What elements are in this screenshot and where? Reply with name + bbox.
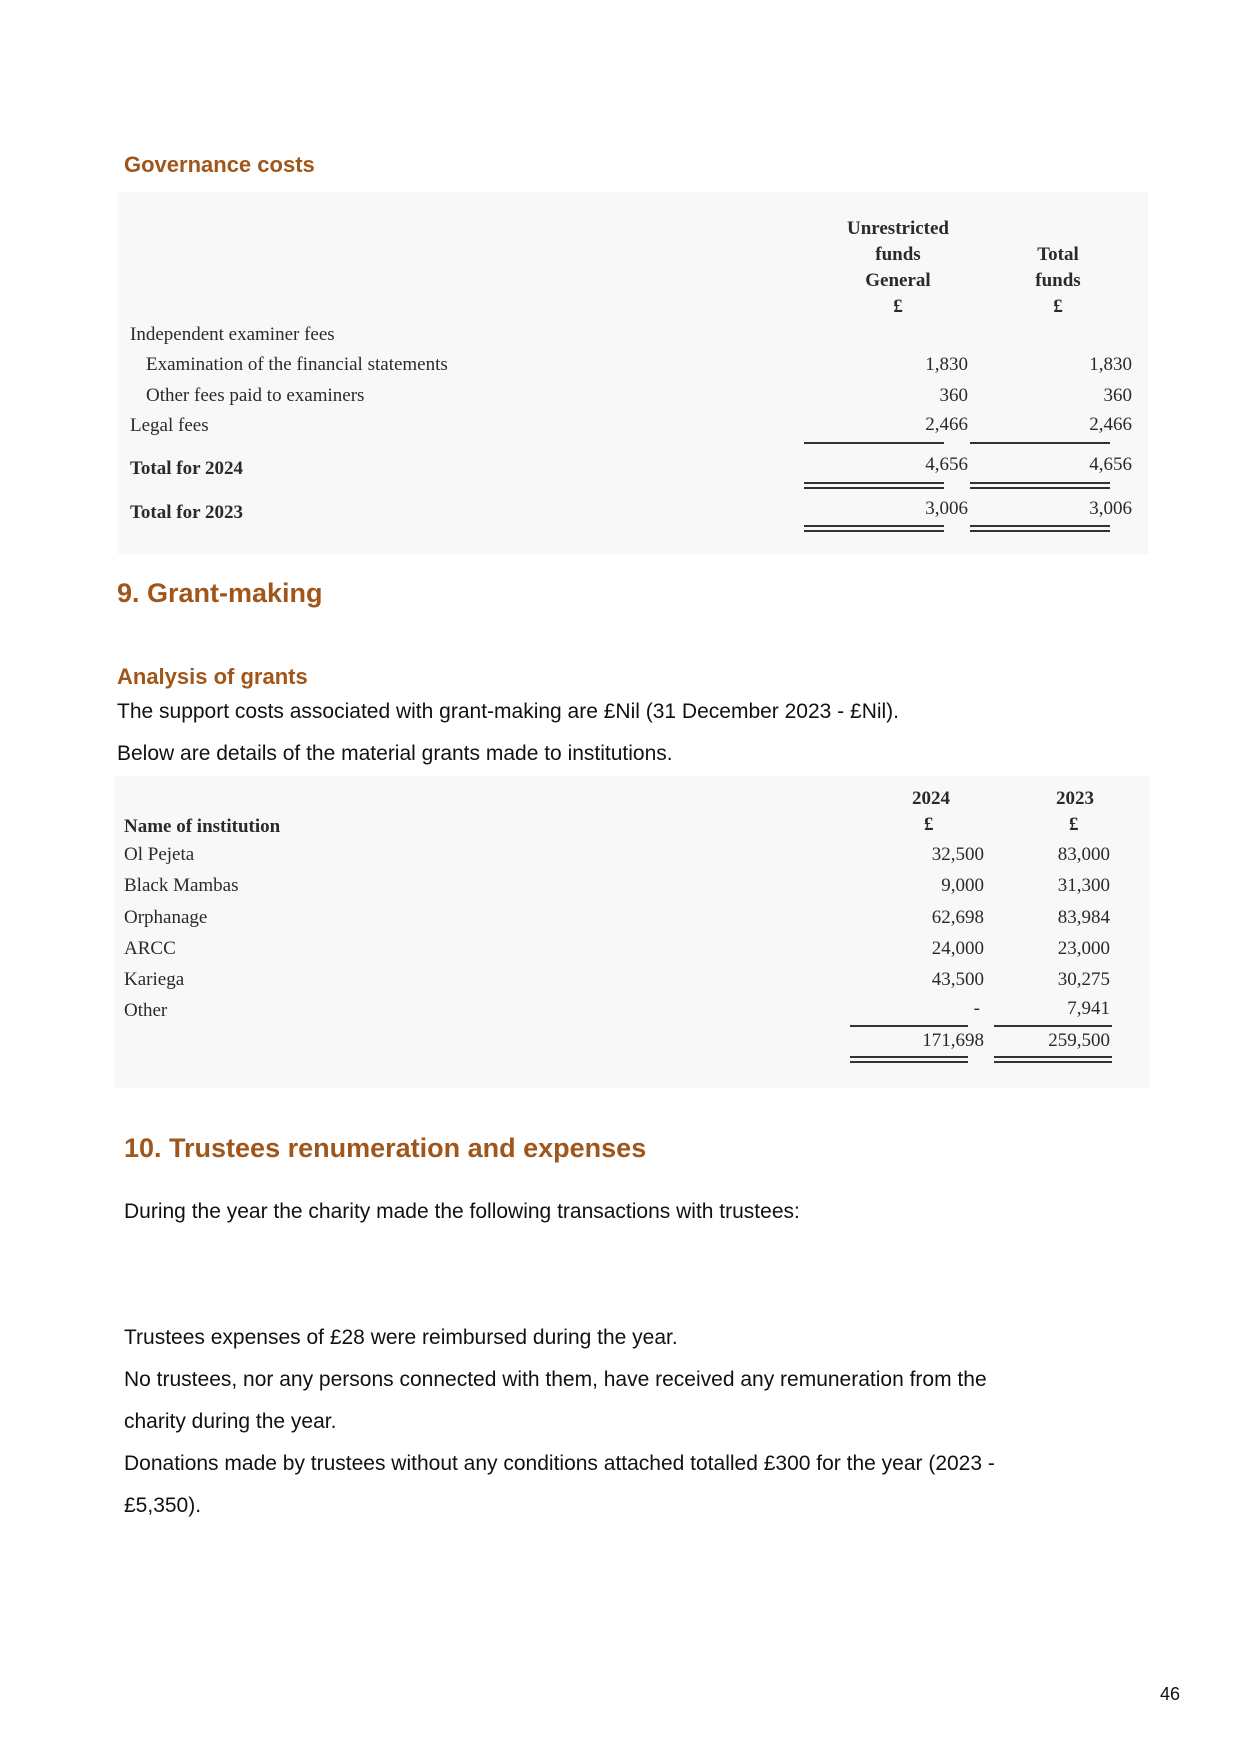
grant-2023: 30,275 — [1057, 969, 1110, 990]
grant-2023: 83,984 — [1057, 907, 1110, 928]
governance-costs-table — [118, 192, 1148, 554]
rule — [970, 442, 1110, 444]
row-label: Independent examiner fees — [130, 324, 335, 345]
year-header-2024: 2024 — [912, 788, 950, 809]
page-number: 46 — [1160, 1684, 1181, 1704]
total-2024-total: 4,656 — [1089, 454, 1132, 475]
total-2023-label: Total for 2023 — [130, 502, 243, 523]
trustees-intro-text: During the year the charity made the following transactions with trustees: — [124, 1200, 800, 1223]
total-2024-general: 4,656 — [925, 454, 968, 475]
row-value-general: 2,466 — [925, 414, 968, 435]
trustees-donations-text-cont: £5,350). — [124, 1494, 202, 1517]
trustees-expenses-text: Trustees expenses of £28 were reimbursed during the year. — [124, 1326, 678, 1349]
institution-name: Kariega — [124, 969, 185, 990]
col-header-total: Total funds £ — [1035, 244, 1081, 317]
trustees-remuneration-text: No trustees, nor any persons connected with them, have received any remuneration from the — [124, 1368, 987, 1391]
double-rule — [804, 482, 944, 489]
row-label: Examination of the financial statements — [146, 354, 448, 375]
rule — [850, 1025, 968, 1027]
row-label: Other fees paid to examiners — [146, 385, 365, 406]
institution-name: ARCC — [124, 938, 176, 959]
row-value-general: 1,830 — [925, 354, 968, 375]
double-rule — [994, 1056, 1112, 1063]
row-label: Legal fees — [130, 415, 209, 436]
double-rule — [970, 482, 1110, 489]
grants-total-2024: 171,698 — [922, 1030, 984, 1051]
grant-2023: 23,000 — [1057, 938, 1110, 959]
grant-2024: 24,000 — [931, 938, 984, 959]
grant-support-costs-text: The support costs associated with grant-making are £Nil (31 December 2023 - £Nil). — [117, 700, 900, 723]
trustees-donations-text: Donations made by trustees without any conditions attached totalled £300 for the year (2023 - — [124, 1452, 995, 1475]
rule — [804, 442, 944, 444]
double-rule — [804, 525, 944, 532]
col-header-unrestricted: Unrestricted funds General £ — [846, 218, 949, 317]
grant-2024: 9,000 — [941, 875, 984, 896]
grant-making-heading: 9. Grant-making — [117, 578, 323, 608]
grants-total-2023: 259,500 — [1048, 1030, 1110, 1051]
grant-2024: 62,698 — [931, 907, 984, 928]
double-rule — [970, 525, 1110, 532]
grant-2023: 7,941 — [1067, 998, 1110, 1019]
row-value-general: 360 — [939, 385, 968, 406]
grant-2023: 83,000 — [1057, 844, 1110, 865]
total-2024-label: Total for 2024 — [130, 458, 243, 479]
total-2023-general: 3,006 — [925, 498, 968, 519]
grant-2023: 31,300 — [1057, 875, 1110, 896]
institution-name: Ol Pejeta — [124, 844, 195, 865]
institution-name: Other — [124, 1000, 168, 1021]
rule — [994, 1025, 1112, 1027]
grant-2024: 32,500 — [931, 844, 984, 865]
total-2023-total: 3,006 — [1089, 498, 1132, 519]
row-value-total: 360 — [1103, 385, 1132, 406]
double-rule — [850, 1056, 968, 1063]
currency-2024: £ — [924, 814, 934, 835]
row-value-total: 1,830 — [1089, 354, 1132, 375]
institution-name: Black Mambas — [124, 875, 239, 896]
institution-name: Orphanage — [124, 907, 208, 928]
governance-costs-heading: Governance costs — [124, 152, 315, 177]
grant-details-text: Below are details of the material grants made to institutions. — [117, 742, 673, 765]
name-of-institution-header: Name of institution — [124, 816, 281, 837]
analysis-of-grants-heading: Analysis of grants — [117, 664, 308, 689]
grant-2024: - — [973, 998, 980, 1019]
trustees-remuneration-text-cont: charity during the year. — [124, 1410, 337, 1433]
grants-table — [114, 776, 1150, 1088]
year-header-2023: 2023 — [1056, 788, 1094, 809]
trustees-heading: 10. Trustees renumeration and expenses — [124, 1133, 647, 1163]
currency-2023: £ — [1069, 814, 1079, 835]
grant-2024: 43,500 — [931, 969, 984, 990]
row-value-total: 2,466 — [1089, 414, 1132, 435]
